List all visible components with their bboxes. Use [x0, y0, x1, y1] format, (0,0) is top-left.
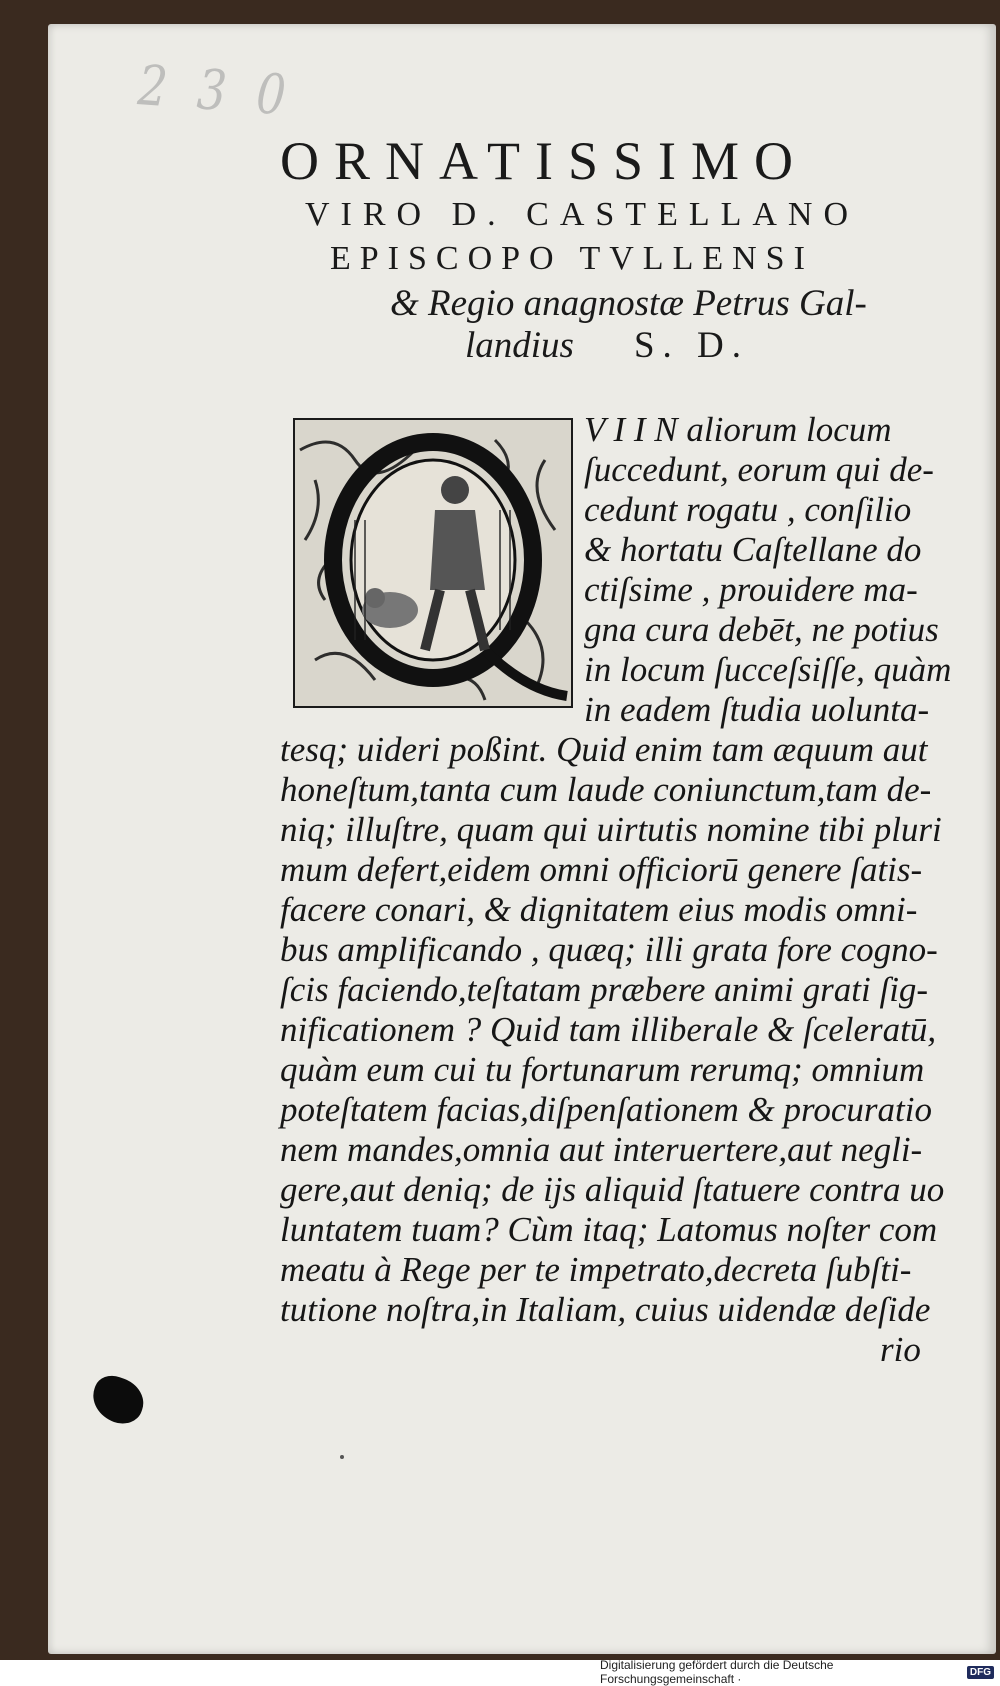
text-line: in eadem ſtudia uolunta-: [584, 690, 930, 729]
pencil-shelfmark: 230: [135, 52, 318, 130]
text-line: ctiſsime , prouidere ma-: [584, 570, 918, 609]
text-line: in locum ſucceſsiſſe, quàm: [584, 650, 952, 689]
woodcut-initial-q: [293, 418, 573, 708]
heading-line-2: VIRO D. CASTELLANO: [305, 196, 860, 233]
footer-credit: Digitalisierung gefördert durch die Deutsche Forschungsgemeinschaft ·: [600, 1658, 834, 1686]
text-line: gere,aut deniq; de ijs aliquid ſtatuere contra uo: [280, 1170, 945, 1209]
text-line: & hortatu Caſtellane do: [584, 530, 922, 569]
text-line: bus amplificando , quæq; illi grata fore cogno-: [280, 930, 938, 969]
text-line: facere conari, & dignitatem eius modis omni-: [280, 890, 918, 929]
text-line: gna cura debēt, ne potius: [584, 610, 939, 649]
text-line: mum defert,eidem omni officiorū genere ſatis-: [280, 850, 923, 889]
text-line: rio: [880, 1330, 921, 1369]
heading-line-3: EPISCOPO TVLLENSI: [330, 240, 814, 277]
dfg-logo: DFG: [967, 1666, 994, 1679]
heading-line-1: ORNATISSIMO: [280, 131, 809, 191]
text-line: poteſtatem facias,diſpenſationem & procuratio: [280, 1090, 932, 1129]
text-line: nem mandes,omnia aut interuertere,aut negli-: [280, 1130, 923, 1169]
text-line: luntatem tuam? Cùm itaq; Latomus noſter com: [280, 1210, 938, 1249]
text-line: tesq; uideri poßint. Quid enim tam æquum aut: [280, 730, 928, 769]
text-line: ſuccedunt, eorum qui de-: [584, 450, 934, 489]
heading-name-fragment: landius: [465, 325, 574, 366]
text-line: cedunt rogatu , conſilio: [584, 490, 912, 529]
text-line: ſcis faciendo,teſtatam præbere animi grati ſig-: [280, 970, 929, 1009]
heading-line-5: [465, 324, 865, 367]
text-line: meatu à Rege per te impetrato,decreta ſubſti-: [280, 1250, 912, 1289]
text-line: nificationem ? Quid tam illiberale & ſceleratū,: [280, 1010, 937, 1049]
text-line: tutione noſtra,in Italiam, cuius uidendæ deſide: [280, 1290, 931, 1329]
text-line: quàm eum cui tu fortunarum rerumq; omnium: [280, 1050, 925, 1089]
text-line: niq; illuſtre, quam qui uirtutis nomine tibi pluri: [280, 810, 942, 849]
text-line: honeſtum,tanta cum laude coniunctum,tam de-: [280, 770, 932, 809]
salutem-dicit: S. D.: [633, 325, 750, 366]
digitization-footer: [600, 1660, 1000, 1684]
text-line: V I I N aliorum locum: [584, 410, 892, 449]
ink-speck: [340, 1455, 344, 1459]
heading-line-4: & Regio anagnostæ Petrus Gal-: [390, 283, 867, 324]
